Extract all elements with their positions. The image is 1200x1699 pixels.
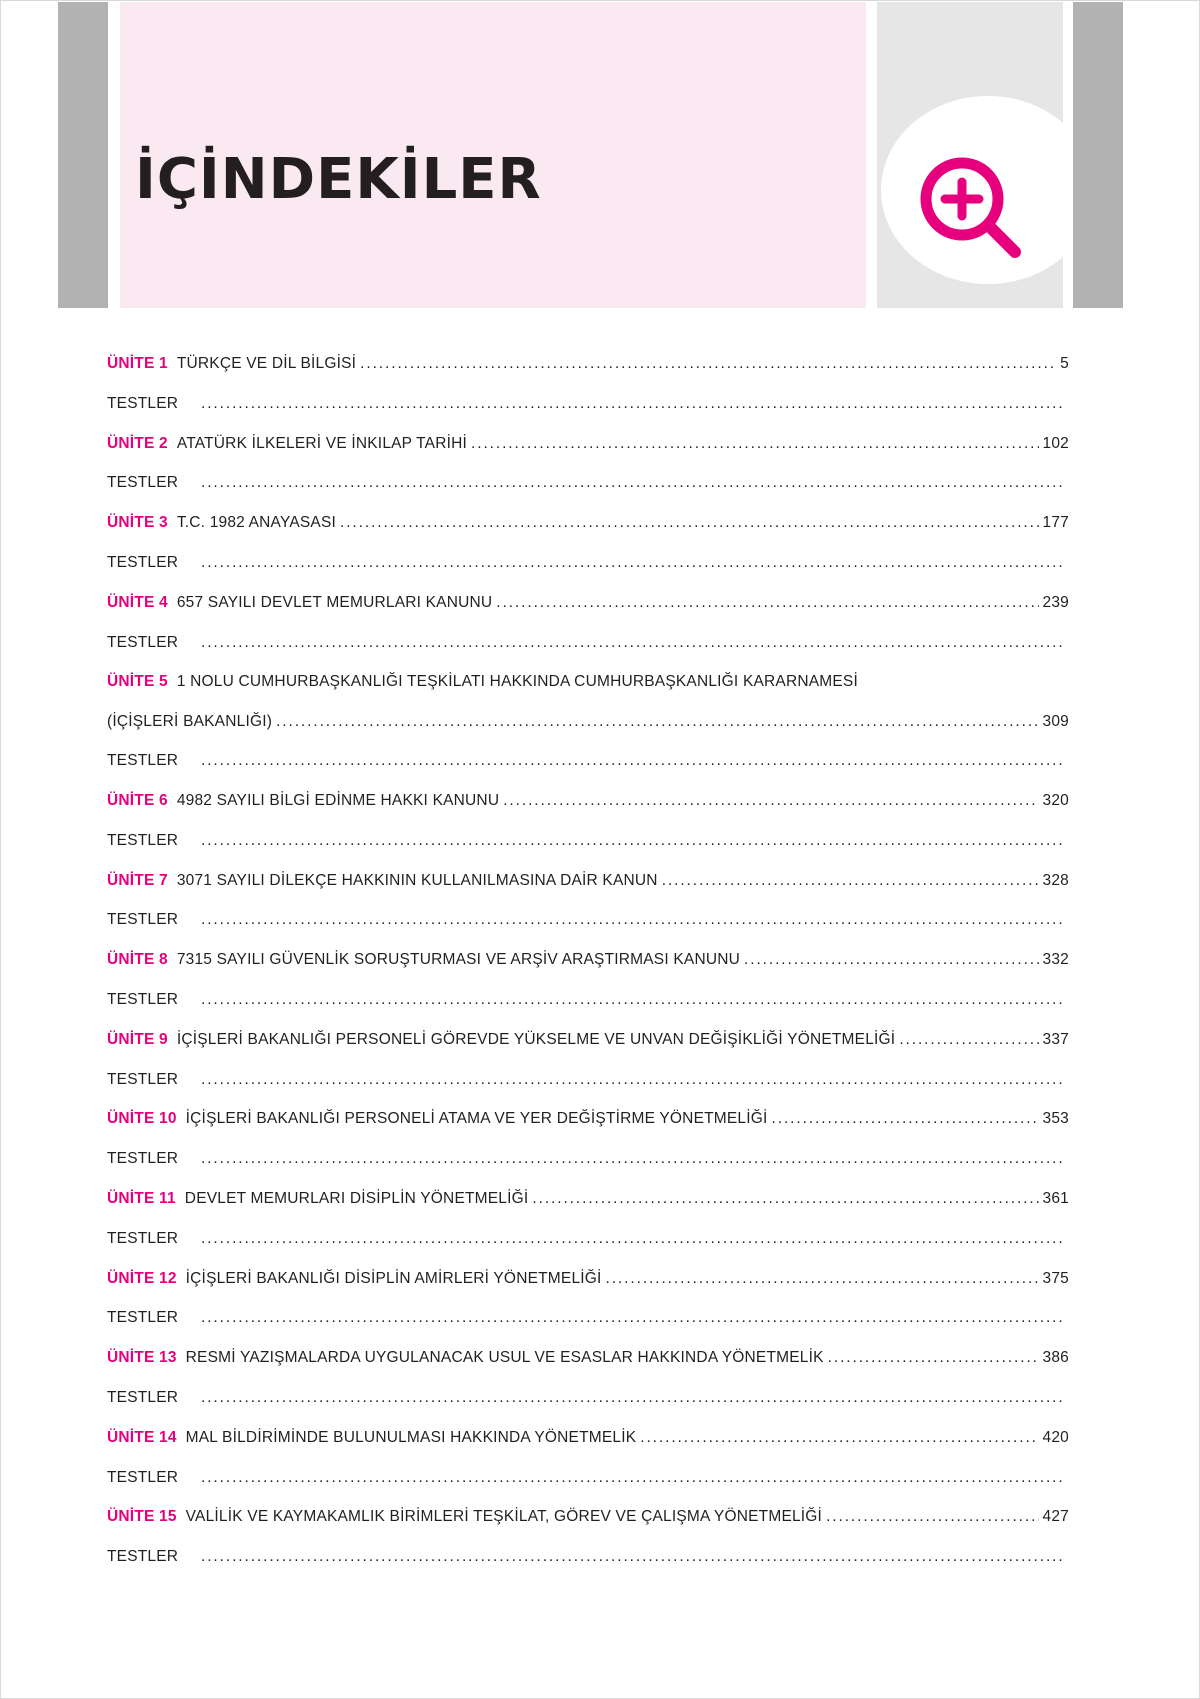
toc-tests-row[interactable] xyxy=(107,991,1069,1031)
page-number: 386 xyxy=(1042,1349,1069,1367)
toc-unit-row[interactable] xyxy=(107,1429,1069,1469)
toc-unit-row[interactable] xyxy=(107,594,1069,634)
toc-tests-row[interactable] xyxy=(107,1071,1069,1111)
leader-dots xyxy=(772,1110,1039,1128)
unit-title: İÇİŞLERİ BAKANLIĞI DİSİPLİN AMİRLERİ YÖNETMELİĞİ xyxy=(185,1269,602,1287)
leader-dots xyxy=(744,951,1039,969)
leader-dots xyxy=(899,1031,1038,1049)
leader-dots xyxy=(496,594,1038,612)
page-number: 328 xyxy=(1042,871,1069,889)
leader-dots xyxy=(640,1429,1038,1447)
toc-tests-row[interactable] xyxy=(107,1150,1069,1190)
unit-title: VALİLİK VE KAYMAKAMLIK BİRİMLERİ TEŞKİLAT, GÖREV VE ÇALIŞMA YÖNETMELİĞİ xyxy=(185,1508,823,1526)
tests-label: TESTLER xyxy=(107,831,179,849)
leader-dots xyxy=(201,911,1065,929)
leader-dots xyxy=(201,832,1065,850)
left-gray-bar xyxy=(58,2,108,308)
toc-unit-row-continuation[interactable] xyxy=(107,713,1069,752)
table-of-contents xyxy=(107,355,1069,1588)
page-number: 102 xyxy=(1042,434,1069,452)
leader-dots xyxy=(340,514,1039,532)
unit-label: ÜNİTE 9 xyxy=(107,1030,168,1048)
toc-tests-row[interactable] xyxy=(107,634,1069,674)
toc-tests-row[interactable] xyxy=(107,554,1069,594)
leader-dots xyxy=(503,792,1038,810)
tests-label: TESTLER xyxy=(107,1070,179,1088)
tests-label: TESTLER xyxy=(107,1388,179,1406)
leader-dots xyxy=(828,1349,1039,1367)
toc-tests-row[interactable] xyxy=(107,1230,1069,1270)
leader-dots xyxy=(201,634,1065,652)
page-number: 375 xyxy=(1042,1269,1069,1287)
page-number: 427 xyxy=(1042,1508,1069,1526)
page-number: 332 xyxy=(1042,951,1069,969)
leader-dots xyxy=(201,1469,1065,1487)
page-title: İÇİNDEKİLER xyxy=(135,147,542,212)
unit-title: 7315 SAYILI GÜVENLİK SORUŞTURMASI VE ARŞİV ARAŞTIRMASI KANUNU xyxy=(176,951,741,969)
right-gray-bar xyxy=(1073,2,1123,308)
page-number: 353 xyxy=(1042,1110,1069,1128)
page-number: 177 xyxy=(1042,514,1069,532)
tests-label: TESTLER xyxy=(107,474,179,492)
toc-unit-row[interactable] xyxy=(107,1508,1069,1548)
toc-tests-row[interactable] xyxy=(107,752,1069,792)
toc-tests-row[interactable] xyxy=(107,1548,1069,1588)
unit-label: ÜNİTE 5 xyxy=(107,673,168,691)
tests-label: TESTLER xyxy=(107,1548,179,1566)
unit-title: MAL BİLDİRİMİNDE BULUNULMASI HAKKINDA YÖNETMELİK xyxy=(185,1428,637,1446)
tests-label: TESTLER xyxy=(107,633,179,651)
toc-tests-row[interactable] xyxy=(107,1389,1069,1429)
unit-label: ÜNİTE 8 xyxy=(107,951,168,969)
leader-dots xyxy=(201,1230,1065,1248)
page-number: 337 xyxy=(1042,1030,1069,1048)
unit-title: ATATÜRK İLKELERİ VE İNKILAP TARİHİ xyxy=(176,434,468,452)
toc-tests-row[interactable] xyxy=(107,911,1069,951)
leader-dots xyxy=(826,1508,1038,1526)
unit-title-continuation: (İÇİŞLERİ BAKANLIĞI) xyxy=(107,713,273,731)
page-number: 309 xyxy=(1042,713,1069,731)
unit-title: 3071 SAYILI DİLEKÇE HAKKININ KULLANILMASINA DAİR KANUN xyxy=(176,871,658,889)
tests-label: TESTLER xyxy=(107,752,179,770)
toc-unit-row[interactable] xyxy=(107,435,1069,475)
unit-label: ÜNİTE 7 xyxy=(107,871,168,889)
tests-label: TESTLER xyxy=(107,990,179,1008)
toc-unit-row[interactable] xyxy=(107,1031,1069,1071)
leader-dots xyxy=(201,1071,1065,1089)
leader-dots xyxy=(471,435,1039,453)
toc-unit-row[interactable] xyxy=(107,792,1069,832)
unit-title: 4982 SAYILI BİLGİ EDİNME HAKKI KANUNU xyxy=(176,791,500,809)
unit-title: T.C. 1982 ANAYASASI xyxy=(176,514,336,532)
toc-tests-row[interactable] xyxy=(107,395,1069,435)
leader-dots xyxy=(606,1270,1039,1288)
leader-dots xyxy=(201,1309,1065,1327)
tests-label: TESTLER xyxy=(107,1150,179,1168)
unit-label: ÜNİTE 13 xyxy=(107,1349,177,1367)
unit-title: İÇİŞLERİ BAKANLIĞI PERSONELİ ATAMA VE YER DEĞİŞTİRME YÖNETMELİĞİ xyxy=(185,1110,768,1128)
unit-title: TÜRKÇE VE DİL BİLGİSİ xyxy=(176,355,357,372)
toc-unit-row[interactable] xyxy=(107,951,1069,991)
toc-tests-row[interactable] xyxy=(107,1309,1069,1349)
unit-title: 657 SAYILI DEVLET MEMURLARI KANUNU xyxy=(176,593,493,611)
toc-unit-row[interactable] xyxy=(107,355,1069,395)
unit-label: ÜNİTE 15 xyxy=(107,1508,177,1526)
unit-title: 1 NOLU CUMHURBAŞKANLIĞI TEŞKİLATI HAKKINDA CUMHURBAŞKANLIĞI KARARNAMESİ xyxy=(176,673,858,691)
page-number: 361 xyxy=(1042,1189,1069,1207)
leader-dots xyxy=(532,1190,1038,1208)
unit-label: ÜNİTE 11 xyxy=(107,1189,176,1207)
unit-label: ÜNİTE 4 xyxy=(107,593,168,611)
toc-unit-row[interactable] xyxy=(107,514,1069,554)
page-number: 239 xyxy=(1042,593,1069,611)
unit-title: RESMİ YAZIŞMALARDA UYGULANACAK USUL VE ESASLAR HAKKINDA YÖNETMELİK xyxy=(185,1349,824,1367)
leader-dots xyxy=(201,1548,1065,1566)
tests-label: TESTLER xyxy=(107,911,179,929)
page-number: 420 xyxy=(1042,1428,1069,1446)
toc-unit-row[interactable] xyxy=(107,872,1069,912)
unit-label: ÜNİTE 14 xyxy=(107,1428,177,1446)
unit-title: İÇİŞLERİ BAKANLIĞI PERSONELİ GÖREVDE YÜKSELME VE UNVAN DEĞİŞİKLİĞİ YÖNETMELİĞİ xyxy=(176,1030,896,1048)
tests-label: TESTLER xyxy=(107,394,179,412)
unit-label: ÜNİTE 12 xyxy=(107,1269,177,1287)
leader-dots xyxy=(201,991,1065,1009)
unit-label: ÜNİTE 1 xyxy=(107,355,168,372)
toc-unit-row[interactable] xyxy=(107,673,1069,713)
unit-label: ÜNİTE 6 xyxy=(107,791,168,809)
tests-label: TESTLER xyxy=(107,1229,179,1247)
toc-unit-row[interactable] xyxy=(107,1349,1069,1389)
leader-dots xyxy=(201,1389,1065,1407)
tests-label: TESTLER xyxy=(107,553,179,571)
toc-tests-row[interactable] xyxy=(107,1469,1069,1509)
tests-label: TESTLER xyxy=(107,1468,179,1486)
tests-label: TESTLER xyxy=(107,1309,179,1327)
toc-tests-row[interactable] xyxy=(107,474,1069,514)
leader-dots xyxy=(276,713,1038,731)
leader-dots xyxy=(201,474,1065,492)
unit-title: DEVLET MEMURLARI DİSİPLİN YÖNETMELİĞİ xyxy=(184,1189,529,1207)
toc-unit-row[interactable] xyxy=(107,1270,1069,1310)
unit-label: ÜNİTE 2 xyxy=(107,434,168,452)
leader-dots xyxy=(201,1150,1065,1168)
page-number: 320 xyxy=(1042,791,1069,809)
toc-unit-row[interactable] xyxy=(107,1110,1069,1150)
leader-dots xyxy=(201,752,1065,770)
toc-tests-row[interactable] xyxy=(107,832,1069,872)
leader-dots xyxy=(201,395,1065,413)
leader-dots xyxy=(360,355,1056,373)
leader-dots xyxy=(201,554,1065,572)
unit-label: ÜNİTE 3 xyxy=(107,514,168,532)
zoom-in-magnifier-icon xyxy=(917,154,1027,264)
leader-dots xyxy=(662,872,1039,890)
page-number: 5 xyxy=(1060,355,1069,372)
unit-label: ÜNİTE 10 xyxy=(107,1110,177,1128)
toc-unit-row[interactable] xyxy=(107,1190,1069,1230)
